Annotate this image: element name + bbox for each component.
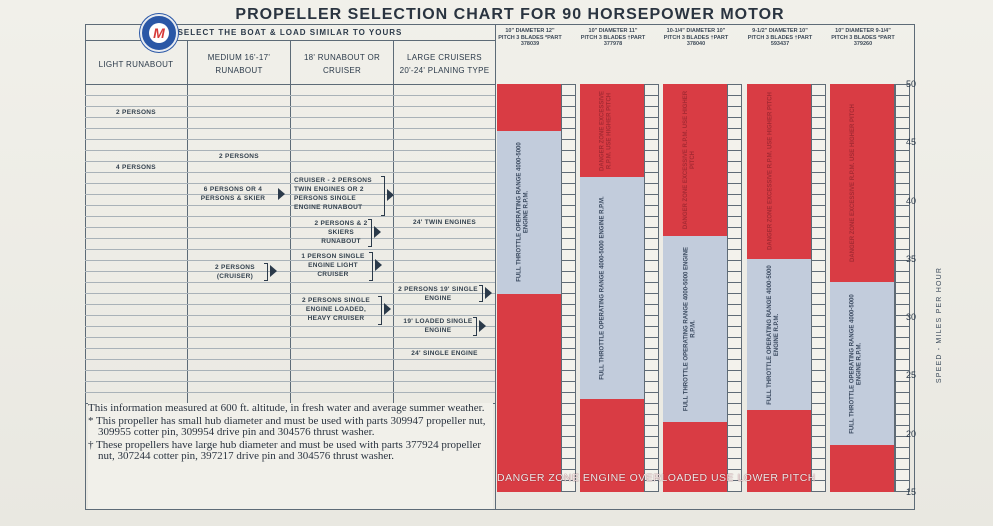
row-rule [85,227,495,228]
row-rule [85,172,495,173]
row-rule [85,139,495,140]
note-large-hub: † These propellers have large hub diameter and must be used with parts 377924 propeller nut, 307244 cotter pin, 397217 drive pin and 304576 thrust washer. [88,438,482,462]
bracket-icon [479,285,483,302]
light-cruiser-pointer-icon [375,259,382,271]
danger-zone-label: DANGER ZONE EXCESSIVE R.P.M. USE HIGHER PITCH [682,90,696,229]
row-rule [85,128,495,129]
row-rule [85,381,495,382]
header-rule [85,84,495,85]
row-rule [85,392,495,393]
row-rule [85,282,495,283]
large-19-loaded: 19' LOADED SINGLE ENGINE [403,318,473,334]
row-rule [85,183,495,184]
skiers-pointer-icon [374,226,381,238]
light-4-persons: 4 PERSONS [116,164,156,171]
speed-tick-label: 25 [905,370,916,381]
speed-tick-label: 30 [905,312,916,323]
row-rule [85,249,495,250]
operating-range-label: FULL THROTTLE OPERATING RANGE 4000-5000 ENGINE R.P.M. [849,294,863,434]
propeller-spec: 10-1/4" DIAMETER 10" PITCH 3 BLADES †PART 378040 [663,28,729,47]
medium-2-persons: 2 PERSONS [219,153,259,160]
bracket-icon [264,263,268,281]
row-rule [85,238,495,239]
row-rule [85,271,495,272]
row-rule [85,150,495,151]
row-rule [85,260,495,261]
speed-tick-label: 40 [905,195,916,206]
speed-tick-label: 15 [905,487,916,497]
speed-tick-label: 50 [905,79,916,89]
bracket-icon [369,252,373,281]
large-19-pointer-icon [485,287,492,299]
medium-2-persons-cruiser: 2 PERSONS (CRUISER) [215,264,255,280]
logo-letter: M [153,25,165,41]
propeller-separator [811,84,826,492]
col-divider-4 [495,24,496,510]
bracket-icon [368,219,372,247]
operating-range-label: FULL THROTTLE OPERATING RANGE 4000-5000 ENGINE R.P.M. [682,246,696,411]
operating-range-label: FULL THROTTLE OPERATING RANGE 4000-5000 ENGINE R.P.M. [599,196,606,380]
mercury-logo [140,14,178,52]
medium-cruiser-pointer-icon [270,265,277,277]
propeller-spec: 10" DIAMETER 11" PITCH 3 BLADES †PART 377978 [580,28,646,47]
propeller-separator [727,84,742,492]
medium-6-persons-pointer-icon [278,188,285,200]
row-rule [85,194,495,195]
operating-range-label: FULL THROTTLE OPERATING RANGE 4000-5000 ENGINE R.P.M. [766,264,780,405]
propeller-separator [561,84,576,492]
row-rule [85,117,495,118]
page-title: PROPELLER SELECTION CHART FOR 90 HORSEPOWER MOTOR [235,6,785,23]
propeller-spec: 9-1/2" DIAMETER 10" PITCH 3 BLADES †PART 593437 [747,28,813,47]
danger-zone-label: DANGER ZONE EXCESSIVE R.P.M. USE HIGHER PITCH [599,90,613,171]
light-2-persons: 2 PERSONS [116,109,156,116]
row-rule [85,337,495,338]
runabout-2-persons-2-skiers: 2 PERSONS & 2 SKIERS RUNABOUT [314,220,368,245]
danger-zone-high [497,84,561,131]
large-19-loaded-pointer-icon [479,320,486,332]
cruiser-2-persons-twin: CRUISER - 2 PERSONS TWIN ENGINES OR 2 PERSONS SINGLE ENGINE RUNABOUT [294,177,372,211]
row-rule [85,315,495,316]
heavy-cruiser-2-persons: 2 PERSONS SINGLE ENGINE LOADED, HEAVY CRUISER [301,297,370,322]
row-rule [85,205,495,206]
danger-zone-overloaded: DANGER ZONE ENGINE OVERLOADED USE LOWER PITCH [497,472,816,484]
note-conditions: This information measured at 600 ft. altitude, in fresh water and average summer weather. [88,402,485,414]
column-18-runabout: 18' RUNABOUT OR CRUISER [303,53,381,75]
bracket-icon [378,296,382,325]
propeller-spec: 10" DIAMETER 9-1/4" PITCH 3 BLADES *PART 379260 [831,28,895,47]
danger-zone-low [497,294,561,492]
speed-axis-title: SPEED - MILES PER HOUR [936,266,943,384]
row-rule [85,359,495,360]
note-small-hub: * This propeller has small hub diameter and must be used with parts 309947 propeller nut, 309955 cotter pin, 309954 drive pin and 304576 thrust washer. [88,414,486,438]
large-19-single-2-persons: 2 PERSONS 19' SINGLE ENGINE [398,286,478,302]
operating-range-label: FULL THROTTLE OPERATING RANGE 4000-5000 ENGINE R.P.M. [516,142,530,282]
large-24-twin: 24' TWIN ENGINES [412,219,477,226]
row-rule [85,370,495,371]
cruiser-twin-pointer-icon [387,189,394,201]
row-rule [85,161,495,162]
speed-tick-label: 20 [905,428,916,439]
bracket-icon [381,176,385,216]
column-medium-runabout: MEDIUM 16'-17' RUNABOUT [207,53,271,75]
row-rule [85,216,495,217]
column-light-runabout: LIGHT RUNABOUT [98,59,174,69]
danger-zone-label: DANGER ZONE EXCESSIVE R.P.M. USE HIGHER PITCH [766,92,773,251]
propeller-separator [644,84,659,492]
light-cruiser-1-person: 1 PERSON SINGLE ENGINE LIGHT CRUISER [301,253,365,278]
heavy-cruiser-pointer-icon [384,303,391,315]
speed-tick-label: 45 [905,137,916,148]
select-header: SELECT THE BOAT & LOAD SIMILAR TO YOURS [85,25,495,41]
row-rule [85,95,495,96]
speed-tick-label: 35 [905,253,916,264]
propeller-spec: 10" DIAMETER 12" PITCH 3 BLADES *PART 378039 [498,28,562,47]
notes-block [88,403,493,509]
bracket-icon [473,317,477,336]
row-rule [85,304,495,305]
medium-6-persons: 6 PERSONS OR 4 PERSONS & SKIER [200,186,266,202]
row-rule [85,106,495,107]
large-24-single: 24' SINGLE ENGINE [411,350,478,357]
column-large-cruisers: LARGE CRUISERS 20'-24' PLANING TYPE [399,53,490,75]
danger-zone-label: DANGER ZONE EXCESSIVE R.P.M. USE HIGHER PITCH [849,104,856,263]
